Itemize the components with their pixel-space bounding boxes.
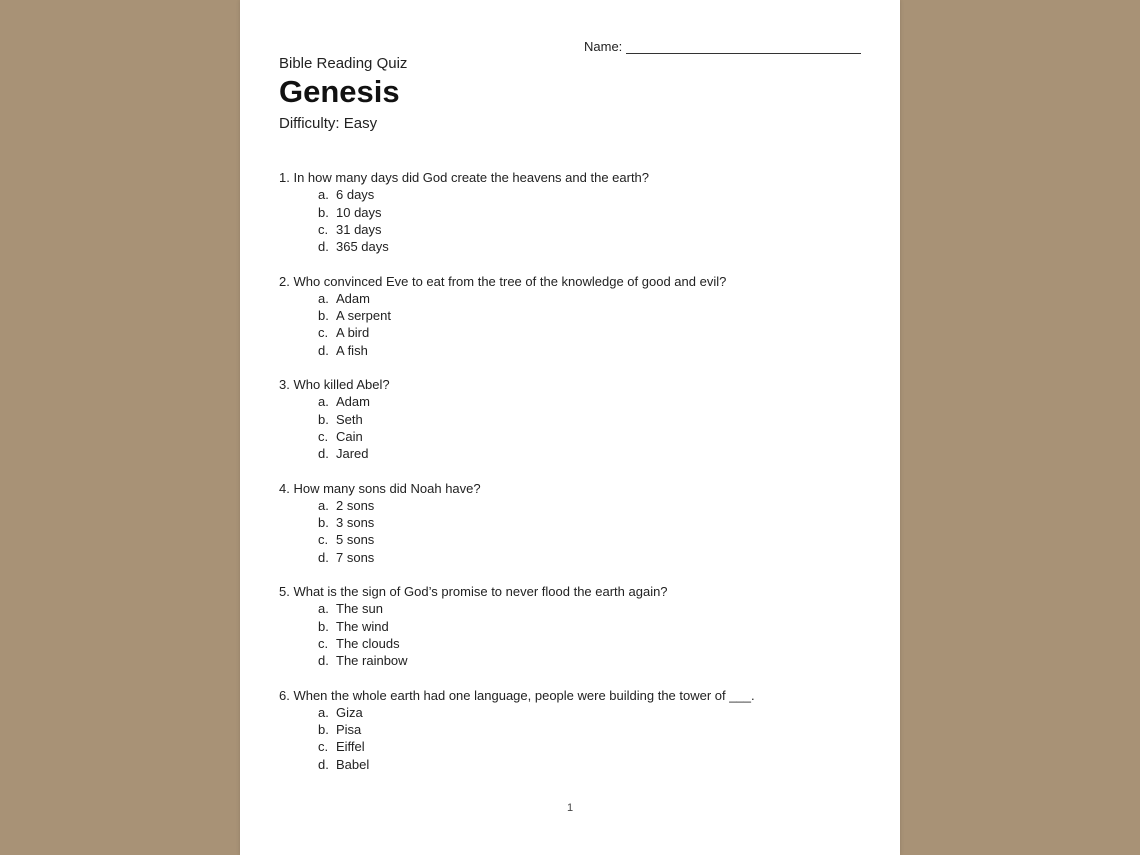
- option-letter: b.: [318, 515, 329, 531]
- option-letter: c.: [318, 428, 329, 444]
- option-letter: d.: [318, 446, 329, 462]
- option-letter: a.: [318, 394, 329, 410]
- question-1: [279, 169, 649, 255]
- option-text: 10 days: [336, 204, 382, 220]
- option-letter: d.: [318, 549, 329, 565]
- option-text: Giza: [336, 704, 363, 720]
- option-text: 365 days: [336, 239, 389, 255]
- answer-option: [279, 290, 726, 307]
- option-letter: b.: [318, 618, 329, 634]
- question-2: [279, 273, 726, 359]
- answer-option: [279, 721, 755, 738]
- option-text: Adam: [336, 290, 370, 306]
- option-text: The rainbow: [336, 653, 408, 669]
- page-title: Genesis: [279, 74, 400, 109]
- answer-option: [279, 738, 755, 755]
- option-text: Babel: [336, 756, 370, 772]
- page-number: 1: [566, 802, 574, 814]
- option-text: The wind: [336, 618, 389, 634]
- question-4: [279, 480, 481, 566]
- option-text: The sun: [336, 601, 383, 617]
- option-text: Cain: [336, 428, 363, 444]
- answer-option: [279, 238, 649, 255]
- option-letter: c.: [318, 739, 329, 755]
- question-text: 5. What is the sign of God’s promise to never flood the earth again?: [279, 584, 668, 599]
- option-letter: d.: [318, 342, 329, 358]
- option-letter: a.: [318, 290, 329, 306]
- answer-option: [279, 531, 481, 548]
- answer-option: [279, 618, 668, 635]
- question-text: 6. When the whole earth had one language, people were building the tower of ___.: [279, 687, 755, 703]
- answer-option: [279, 600, 668, 617]
- option-letter: b.: [318, 308, 329, 324]
- quiz-page: [240, 0, 900, 855]
- answer-option: [279, 342, 726, 359]
- option-letter: d.: [318, 653, 329, 669]
- option-text: 6 days: [336, 187, 375, 203]
- answer-option: [279, 514, 481, 531]
- difficulty-label: Difficulty: Easy: [279, 115, 378, 132]
- name-label: Name:: [584, 39, 623, 54]
- option-text: 31 days: [336, 221, 382, 237]
- answer-option: [279, 186, 649, 203]
- option-text: Adam: [336, 394, 370, 410]
- option-letter: c.: [318, 635, 329, 651]
- option-letter: a.: [318, 187, 329, 203]
- question-text: 1. In how many days did God create the heavens and the earth?: [279, 170, 650, 185]
- question-text: 4. How many sons did Noah have?: [279, 480, 481, 496]
- option-text: The clouds: [336, 635, 400, 651]
- answer-option: [279, 704, 755, 721]
- quiz-subtitle: Bible Reading Quiz: [279, 55, 408, 72]
- name-blank-line[interactable]: [626, 41, 861, 54]
- answer-option: [279, 756, 755, 773]
- option-letter: c.: [318, 325, 329, 341]
- answer-option: [279, 324, 726, 341]
- answer-option: [279, 445, 390, 462]
- answer-option: [279, 411, 390, 428]
- option-letter: b.: [318, 204, 329, 220]
- option-text: Jared: [336, 446, 369, 462]
- answer-option: [279, 652, 668, 669]
- option-letter: d.: [318, 239, 329, 255]
- answer-option: [279, 393, 390, 410]
- answer-option: [279, 635, 668, 652]
- question-5: [279, 583, 668, 669]
- question-6: [279, 687, 755, 773]
- option-text: 5 sons: [336, 532, 375, 548]
- answer-option: [279, 549, 481, 566]
- option-text: A fish: [336, 342, 368, 358]
- answer-option: [279, 221, 649, 238]
- option-letter: a.: [318, 704, 329, 720]
- option-letter: b.: [318, 722, 329, 738]
- answer-option: [279, 428, 390, 445]
- option-letter: a.: [318, 601, 329, 617]
- option-letter: c.: [318, 532, 329, 548]
- option-text: A bird: [336, 325, 370, 341]
- name-field[interactable]: [584, 39, 861, 54]
- answer-option: [279, 497, 481, 514]
- option-letter: b.: [318, 411, 329, 427]
- answer-option: [279, 307, 726, 324]
- option-letter: c.: [318, 221, 329, 237]
- option-text: 7 sons: [336, 549, 375, 565]
- answer-option: [279, 204, 649, 221]
- option-text: A serpent: [336, 308, 391, 324]
- option-text: Seth: [336, 411, 363, 427]
- option-letter: d.: [318, 756, 329, 772]
- option-text: Eiffel: [336, 739, 365, 755]
- question-3: [279, 376, 390, 462]
- option-text: 2 sons: [336, 497, 375, 513]
- option-text: 3 sons: [336, 515, 375, 531]
- option-letter: a.: [318, 497, 329, 513]
- question-text: 3. Who killed Abel?: [279, 377, 390, 392]
- option-text: Pisa: [336, 722, 362, 738]
- question-text: 2. Who convinced Eve to eat from the tree of the knowledge of good and evil?: [279, 273, 727, 289]
